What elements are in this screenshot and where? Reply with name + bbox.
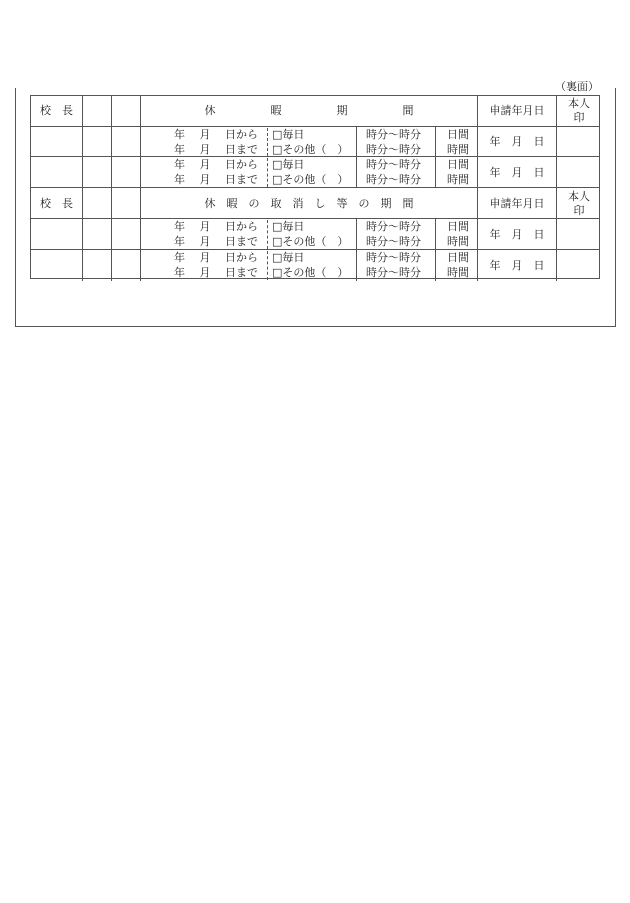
- dotted-divider: [267, 220, 268, 249]
- leave-table: [30, 95, 600, 279]
- time-range: 時分～時分: [366, 143, 421, 156]
- principal-cell: [31, 96, 82, 126]
- days-label: 日間: [447, 251, 469, 264]
- approval-cell: [82, 188, 111, 219]
- dotted-divider: [267, 251, 268, 280]
- approval-cell: [82, 219, 111, 250]
- principal-cell: [31, 127, 82, 157]
- divider: [435, 127, 436, 157]
- from-date: 年 月 日から: [174, 158, 258, 171]
- divider: [356, 157, 357, 188]
- seal-cell: [556, 219, 601, 250]
- time-range: 時分～時分: [366, 266, 421, 279]
- principal-label: 校 長: [40, 196, 73, 210]
- daily-checkbox[interactable]: □毎日: [272, 158, 305, 171]
- approval-cell: [111, 96, 140, 126]
- apply-date: 年 月 日: [489, 258, 545, 272]
- apply-date-cell: [477, 250, 556, 281]
- apply-date: 年 月 日: [489, 227, 545, 241]
- table-row: [31, 126, 599, 157]
- approval-cell: [82, 96, 111, 126]
- principal-label: 校 長: [40, 104, 73, 117]
- seal-label: 本人 印: [568, 97, 590, 124]
- hours-label: 時間: [447, 266, 469, 279]
- hours-label: 時間: [447, 235, 469, 248]
- header-row: [31, 187, 599, 219]
- period-heading: 休 暇 の 取 消 し 等 の 期 間: [204, 196, 414, 210]
- period-cell: [140, 127, 477, 157]
- table-row: [31, 218, 599, 250]
- days-label: 日間: [447, 220, 469, 233]
- header-row: [31, 96, 599, 126]
- until-date: 年 月 日まで: [174, 173, 258, 186]
- approval-cell: [82, 250, 111, 281]
- until-date: 年 月 日まで: [174, 143, 258, 156]
- other-checkbox[interactable]: □その他（ ）: [272, 266, 349, 279]
- period-header: [140, 96, 477, 126]
- approval-cell: [111, 188, 140, 219]
- from-date: 年 月 日から: [174, 251, 258, 264]
- days-label: 日間: [447, 128, 469, 141]
- period-cell: [140, 157, 477, 188]
- hours-label: 時間: [447, 173, 469, 186]
- apply-date-cell: [477, 157, 556, 188]
- apply-date-cell: [477, 127, 556, 157]
- from-date: 年 月 日から: [174, 220, 258, 233]
- dotted-divider: [267, 128, 268, 156]
- time-range: 時分～時分: [366, 128, 421, 141]
- daily-checkbox[interactable]: □毎日: [272, 220, 305, 233]
- divider: [356, 250, 357, 281]
- from-date: 年 月 日から: [174, 128, 258, 141]
- time-range: 時分～時分: [366, 173, 421, 186]
- table-row: [31, 249, 599, 281]
- seal-header: [556, 188, 601, 219]
- seal-cell: [556, 157, 601, 188]
- apply-date-label: 申請年月日: [489, 104, 545, 117]
- apply-date-label: 申請年月日: [489, 196, 545, 210]
- table-row: [31, 156, 599, 188]
- approval-cell: [111, 219, 140, 250]
- other-checkbox[interactable]: □その他（ ）: [272, 173, 349, 186]
- divider: [435, 250, 436, 281]
- apply-date: 年 月 日: [489, 135, 545, 148]
- apply-date: 年 月 日: [489, 165, 545, 179]
- period-header: [140, 188, 477, 219]
- divider: [356, 219, 357, 250]
- divider: [356, 127, 357, 157]
- daily-checkbox[interactable]: □毎日: [272, 128, 305, 141]
- period-cell: [140, 250, 477, 281]
- approval-cell: [111, 157, 140, 188]
- until-date: 年 月 日まで: [174, 235, 258, 248]
- time-range: 時分～時分: [366, 251, 421, 264]
- apply-date-cell: [477, 219, 556, 250]
- days-label: 日間: [447, 158, 469, 171]
- time-range: 時分～時分: [366, 235, 421, 248]
- principal-cell: [31, 219, 82, 250]
- apply-date-header: [477, 96, 556, 126]
- dotted-divider: [267, 158, 268, 187]
- period-heading: 休 暇 期 間: [204, 104, 414, 117]
- daily-checkbox[interactable]: □毎日: [272, 251, 305, 264]
- principal-cell: [31, 157, 82, 188]
- hours-label: 時間: [447, 143, 469, 156]
- approval-cell: [82, 157, 111, 188]
- time-range: 時分～時分: [366, 158, 421, 171]
- principal-cell: [31, 188, 82, 219]
- seal-label: 本人 印: [568, 189, 590, 217]
- approval-cell: [82, 127, 111, 157]
- approval-cell: [111, 127, 140, 157]
- divider: [435, 219, 436, 250]
- until-date: 年 月 日まで: [174, 266, 258, 279]
- time-range: 時分～時分: [366, 220, 421, 233]
- seal-cell: [556, 250, 601, 281]
- other-checkbox[interactable]: □その他（ ）: [272, 143, 349, 156]
- divider: [435, 157, 436, 188]
- other-checkbox[interactable]: □その他（ ）: [272, 235, 349, 248]
- reverse-side-note: （裏面）: [555, 80, 599, 93]
- seal-cell: [556, 127, 601, 157]
- apply-date-header: [477, 188, 556, 219]
- period-cell: [140, 219, 477, 250]
- seal-header: [556, 96, 601, 126]
- approval-cell: [111, 250, 140, 281]
- principal-cell: [31, 250, 82, 281]
